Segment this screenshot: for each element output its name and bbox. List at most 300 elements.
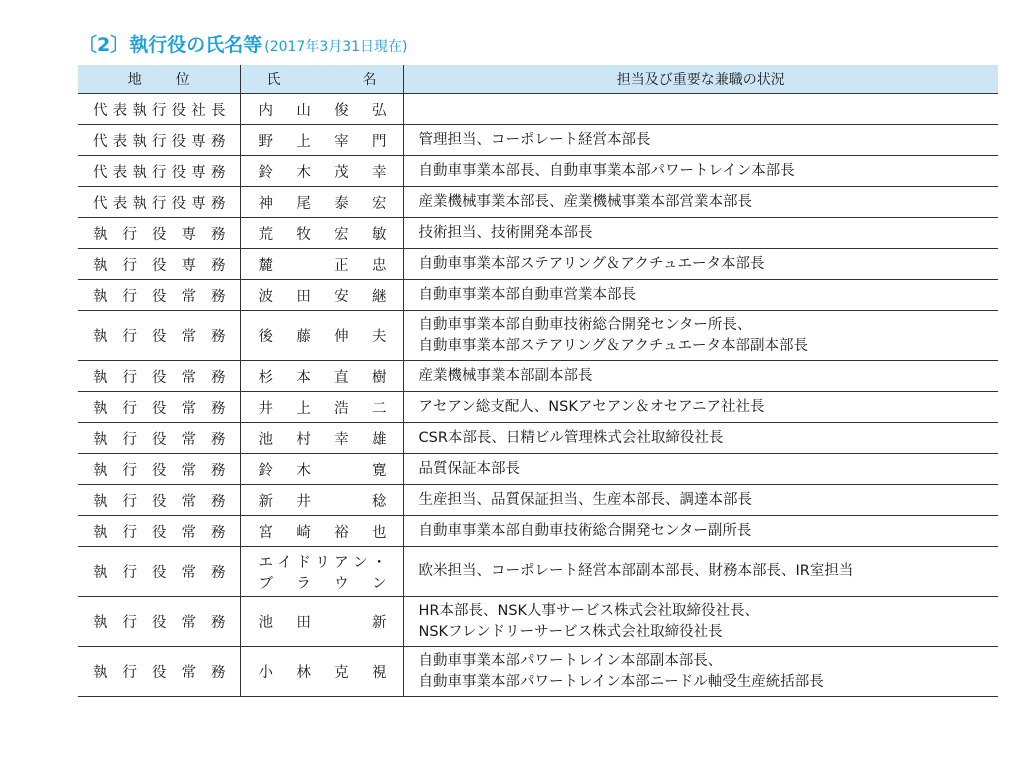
position-cell — [78, 311, 240, 361]
name-char: 伸 — [334, 329, 349, 345]
position-char: 代 — [93, 195, 108, 212]
header-name-text — [267, 69, 377, 89]
name-char: 視 — [371, 665, 387, 681]
duties-line: 品質保証本部長 — [418, 460, 520, 477]
position-cell — [78, 280, 240, 311]
position-cell — [78, 218, 240, 249]
position-char: 表 — [112, 102, 128, 119]
position-text — [93, 161, 226, 182]
table-row — [78, 423, 998, 454]
duties-cell — [403, 392, 998, 423]
name-cell — [240, 597, 403, 647]
position-char: 執 — [93, 288, 108, 305]
position-char: 行 — [122, 329, 137, 345]
position-char: 役 — [171, 195, 187, 212]
position-char: 専 — [191, 195, 206, 212]
name-char: 池 — [258, 431, 273, 448]
name-char: 直 — [334, 369, 349, 386]
duties-line: 技術担当、技術開発本部長 — [418, 224, 593, 241]
table-row — [78, 311, 998, 361]
position-char: 役 — [152, 524, 167, 541]
duties-cell — [403, 485, 998, 516]
position-char: 執 — [93, 565, 108, 581]
position-cell — [78, 547, 240, 597]
name-char: 本 — [296, 369, 311, 386]
name-char: 夫 — [371, 329, 387, 345]
position-char: 常 — [181, 369, 196, 386]
position-cell — [78, 156, 240, 187]
position-char: 常 — [181, 565, 196, 581]
name-cell — [240, 361, 403, 392]
position-text — [93, 192, 226, 213]
position-char: 執 — [93, 257, 108, 274]
position-char: 務 — [211, 329, 226, 345]
position-char: 執 — [132, 164, 147, 181]
name-text — [259, 192, 387, 213]
name-char: 荒 — [258, 226, 273, 243]
position-char: 役 — [152, 615, 167, 631]
name-char: 崎 — [296, 524, 311, 541]
position-text — [93, 397, 226, 418]
duties-cell — [403, 94, 998, 125]
position-char: 行 — [122, 524, 137, 541]
name-char: ブ — [258, 575, 273, 592]
name-char: イ — [277, 554, 292, 571]
name-text — [259, 428, 387, 449]
duties-line: 自動車事業本部自動車技術総合開発センター副所長 — [418, 522, 752, 539]
name-char — [296, 254, 311, 275]
name-char: 稔 — [371, 493, 387, 510]
position-cell — [78, 361, 240, 392]
position-char: 行 — [122, 665, 137, 681]
position-text — [93, 661, 226, 682]
position-text — [93, 254, 226, 275]
name-text — [259, 611, 387, 632]
name-char: ア — [334, 554, 349, 571]
name-char: 鈴 — [258, 462, 273, 479]
name-char: 雄 — [371, 431, 387, 448]
position-char: 行 — [151, 195, 167, 212]
position-char: 行 — [122, 288, 137, 305]
position-char: 行 — [122, 615, 137, 631]
position-char: 表 — [112, 164, 128, 181]
position-char: 常 — [181, 493, 196, 510]
position-char: 務 — [211, 226, 226, 243]
duties-cell — [403, 547, 998, 597]
position-char: 執 — [93, 226, 108, 243]
position-text — [93, 490, 226, 511]
position-char: 行 — [122, 462, 137, 479]
position-char: 役 — [152, 462, 167, 479]
position-cell — [78, 516, 240, 547]
position-text — [93, 561, 226, 582]
name-char: 忠 — [371, 257, 387, 274]
position-text — [93, 99, 226, 120]
name-char: ン — [353, 554, 368, 571]
duties-cell — [403, 280, 998, 311]
name-char: 浩 — [334, 400, 349, 417]
name-char: 宏 — [371, 195, 387, 212]
name-cell — [240, 280, 403, 311]
name-char: 二 — [371, 400, 387, 417]
name-char: 新 — [258, 493, 273, 510]
position-char: 常 — [181, 615, 196, 631]
name-char: 尾 — [296, 195, 311, 212]
name-char: 木 — [296, 164, 311, 181]
header-duties: 担当及び重要な兼職の状況 — [403, 65, 998, 94]
table-row — [78, 280, 998, 311]
name-char: ウ — [334, 575, 349, 592]
name-char: 後 — [258, 329, 273, 345]
position-char: 常 — [181, 400, 196, 417]
position-char: 代 — [93, 164, 108, 181]
position-cell — [78, 485, 240, 516]
position-char: 役 — [152, 431, 167, 448]
table-row — [78, 597, 998, 647]
duties-line: 管理担当、コーポレート経営本部長 — [418, 131, 651, 148]
position-char: 専 — [191, 133, 206, 150]
position-char: 役 — [152, 369, 167, 386]
position-char: 務 — [211, 462, 226, 479]
position-char: 行 — [151, 102, 167, 119]
name-char: リ — [315, 554, 330, 571]
position-char: 常 — [181, 431, 196, 448]
position-char: 執 — [93, 431, 108, 448]
position-char: 務 — [211, 665, 226, 681]
name-char: 俊 — [334, 102, 349, 119]
position-char: 専 — [191, 164, 206, 181]
as-of-date: (2017年3月31日現在) — [264, 39, 408, 55]
name-char: 杉 — [258, 369, 273, 386]
name-char: 鈴 — [258, 164, 273, 181]
name-cell — [240, 647, 403, 697]
name-char: 新 — [371, 615, 387, 631]
duties-line: CSR本部長、日精ビル管理株式会社取締役社長 — [418, 429, 724, 446]
name-text — [259, 459, 387, 480]
position-char: 務 — [210, 164, 226, 181]
name-char: 茂 — [334, 164, 349, 181]
position-cell — [78, 454, 240, 485]
name-char: 敏 — [371, 226, 387, 243]
position-char: 専 — [181, 226, 196, 243]
table-row — [78, 547, 998, 597]
duties-line: 自動車事業本部ステアリング＆アクチュエータ本部副本部長 — [418, 337, 808, 354]
name-char: 弘 — [371, 102, 387, 119]
header-char: 名 — [362, 72, 377, 88]
duties-line: 自動車事業本部パワートレイン本部ニードル軸受生産統括部長 — [418, 673, 824, 690]
section-title: 〔2〕執行役の氏名等 — [78, 34, 263, 56]
position-cell — [78, 94, 240, 125]
table-row — [78, 249, 998, 280]
name-char: 樹 — [371, 369, 387, 386]
table-row — [78, 156, 998, 187]
name-cell — [240, 94, 403, 125]
position-char: 務 — [210, 133, 226, 150]
name-cell — [240, 454, 403, 485]
position-char: 常 — [181, 329, 196, 345]
name-cell — [240, 547, 403, 597]
name-cell — [240, 249, 403, 280]
name-char: 門 — [371, 133, 387, 150]
position-char: 執 — [93, 329, 108, 345]
position-text — [93, 611, 226, 632]
position-char: 役 — [152, 665, 167, 681]
name-char: 也 — [371, 524, 387, 541]
position-text — [93, 285, 226, 306]
name-char: 村 — [296, 431, 311, 448]
position-char: 務 — [211, 369, 226, 386]
position-cell — [78, 249, 240, 280]
position-char: 執 — [93, 615, 108, 631]
duties-cell — [403, 125, 998, 156]
name-line — [259, 551, 387, 572]
position-char: 執 — [132, 133, 147, 150]
table-row — [78, 361, 998, 392]
duties-line: HR本部長、NSK人事サービス株式会社取締役社長、 — [418, 602, 760, 619]
position-char: 役 — [171, 164, 187, 181]
name-cell — [240, 485, 403, 516]
position-char: 代 — [93, 102, 108, 119]
table-row — [78, 647, 998, 697]
name-text — [259, 254, 387, 275]
name-char: エ — [258, 554, 273, 571]
position-char: 行 — [151, 133, 167, 150]
table-row — [78, 218, 998, 249]
name-char: 林 — [296, 665, 311, 681]
position-char: 行 — [151, 164, 167, 181]
name-char: 田 — [296, 615, 311, 631]
name-char: 牧 — [296, 226, 311, 243]
position-text — [93, 325, 226, 346]
duties-cell — [403, 423, 998, 454]
position-cell — [78, 423, 240, 454]
duties-line: 欧米担当、コーポレート経営本部副本部長、財務本部長、IR室担当 — [418, 563, 854, 579]
name-text — [259, 397, 387, 418]
name-char: ド — [296, 554, 311, 571]
name-char: 宏 — [334, 226, 349, 243]
position-char: 代 — [93, 133, 108, 150]
duties-line: 自動車事業本部自動車営業本部長 — [418, 286, 636, 303]
position-char: 務 — [211, 400, 226, 417]
name-char: ・ — [371, 554, 387, 571]
duties-line: 産業機械事業本部長、産業機械事業本部営業本部長 — [418, 193, 752, 210]
duties-cell — [403, 311, 998, 361]
name-char: 上 — [296, 133, 311, 150]
position-text — [93, 459, 226, 480]
name-char: 小 — [258, 665, 273, 681]
position-char: 役 — [152, 226, 167, 243]
position-char: 執 — [93, 493, 108, 510]
duties-line: 自動車事業本部長、自動車事業本部パワートレイン本部長 — [418, 162, 795, 179]
name-char: 井 — [296, 493, 311, 510]
name-char: 上 — [296, 400, 311, 417]
position-char: 役 — [152, 329, 167, 345]
name-cell — [240, 392, 403, 423]
position-char: 務 — [211, 431, 226, 448]
name-char: 井 — [258, 400, 273, 417]
duties-cell — [403, 187, 998, 218]
header-position-text — [128, 69, 190, 89]
table-row — [78, 392, 998, 423]
position-char: 役 — [152, 400, 167, 417]
name-char: 野 — [258, 133, 273, 150]
position-char: 常 — [181, 524, 196, 541]
executive-officers-table — [78, 65, 998, 697]
position-char: 執 — [93, 369, 108, 386]
table-header-row — [78, 65, 998, 94]
name-char: 藤 — [296, 329, 311, 345]
name-text — [259, 661, 387, 682]
position-char: 表 — [112, 195, 128, 212]
name-text — [259, 130, 387, 151]
position-cell — [78, 392, 240, 423]
position-char: 行 — [122, 226, 137, 243]
position-char: 行 — [122, 565, 137, 581]
position-char: 行 — [122, 257, 137, 274]
name-text — [259, 99, 387, 120]
name-char: ラ — [296, 575, 311, 592]
section-heading — [78, 30, 408, 56]
duties-line: 自動車事業本部自動車技術総合開発センター所長、 — [418, 316, 752, 333]
duties-cell — [403, 361, 998, 392]
name-char: 田 — [296, 288, 311, 305]
position-char: 役 — [152, 288, 167, 305]
position-char: 行 — [122, 493, 137, 510]
name-line — [259, 572, 387, 593]
name-cell — [240, 423, 403, 454]
position-char: 社 — [191, 102, 206, 119]
position-text — [93, 521, 226, 542]
name-cell — [240, 218, 403, 249]
position-char: 表 — [112, 133, 128, 150]
name-char: 内 — [258, 102, 273, 119]
position-char: 専 — [181, 257, 196, 274]
header-char: 位 — [175, 72, 190, 88]
position-char: 役 — [152, 565, 167, 581]
name-text — [259, 325, 387, 346]
duties-cell — [403, 597, 998, 647]
duties-cell — [403, 516, 998, 547]
name-cell — [240, 516, 403, 547]
name-char: 裕 — [334, 524, 349, 541]
name-char: 山 — [296, 102, 311, 119]
name-text — [259, 285, 387, 306]
table-row — [78, 94, 998, 125]
name-char: ン — [371, 575, 387, 592]
name-cell — [240, 311, 403, 361]
position-char: 役 — [171, 133, 187, 150]
position-char: 役 — [152, 257, 167, 274]
position-text — [93, 130, 226, 151]
position-char: 長 — [210, 102, 226, 119]
position-text — [93, 428, 226, 449]
name-char: 波 — [258, 288, 273, 305]
name-char: 幸 — [371, 164, 387, 181]
name-char: 池 — [258, 615, 273, 631]
name-char: 麓 — [258, 257, 273, 274]
position-cell — [78, 647, 240, 697]
duties-line: 自動車事業本部パワートレイン本部副本部長、 — [418, 652, 723, 669]
position-char: 行 — [122, 369, 137, 386]
duties-cell — [403, 647, 998, 697]
name-char: 神 — [258, 195, 273, 212]
duties-cell — [403, 454, 998, 485]
position-char: 務 — [211, 524, 226, 541]
header-position — [78, 65, 240, 94]
position-char: 役 — [152, 493, 167, 510]
position-char: 役 — [171, 102, 187, 119]
position-cell — [78, 125, 240, 156]
name-char — [334, 459, 349, 480]
header-char: 地 — [127, 72, 142, 88]
name-char — [334, 611, 349, 632]
position-char: 務 — [211, 493, 226, 510]
duties-line: 生産担当、品質保証担当、生産本部長、調達本部長 — [418, 491, 752, 508]
name-char: 正 — [334, 257, 349, 274]
name-text — [259, 366, 387, 387]
name-cell — [240, 125, 403, 156]
position-char: 執 — [93, 462, 108, 479]
name-char: 木 — [296, 462, 311, 479]
duties-line: 自動車事業本部ステアリング＆アクチュエータ本部長 — [418, 255, 765, 272]
header-name — [240, 65, 403, 94]
table-body — [78, 94, 998, 697]
position-char: 執 — [93, 665, 108, 681]
name-char: 泰 — [334, 195, 349, 212]
position-char: 行 — [122, 431, 137, 448]
duties-line: NSKフレンドリーサービス株式会社取締役社長 — [418, 623, 723, 640]
name-char — [334, 490, 349, 511]
position-cell — [78, 187, 240, 218]
name-char: 寛 — [371, 462, 387, 479]
position-char: 務 — [210, 195, 226, 212]
name-char: 克 — [334, 665, 349, 681]
name-cell — [240, 156, 403, 187]
position-char: 務 — [211, 565, 226, 581]
duties-cell — [403, 218, 998, 249]
position-char: 執 — [132, 102, 147, 119]
position-char: 務 — [211, 288, 226, 305]
position-char: 執 — [93, 524, 108, 541]
name-text — [259, 521, 387, 542]
position-char: 常 — [181, 462, 196, 479]
position-char: 務 — [211, 257, 226, 274]
duties-cell — [403, 249, 998, 280]
name-text — [259, 161, 387, 182]
position-char: 執 — [93, 400, 108, 417]
table-row — [78, 516, 998, 547]
name-char: 継 — [371, 288, 387, 305]
position-char: 務 — [211, 615, 226, 631]
name-cell — [240, 187, 403, 218]
duties-cell — [403, 156, 998, 187]
name-char: 宮 — [258, 524, 273, 541]
position-text — [93, 366, 226, 387]
position-char: 執 — [132, 195, 147, 212]
name-char: 安 — [334, 288, 349, 305]
position-char: 常 — [181, 665, 196, 681]
duties-line: 産業機械事業本部副本部長 — [418, 367, 593, 384]
table-row — [78, 485, 998, 516]
name-char: 幸 — [334, 431, 349, 448]
table-row — [78, 187, 998, 218]
duties-line: アセアン総支配人、NSKアセアン＆オセアニア社社長 — [418, 398, 765, 415]
name-text — [259, 223, 387, 244]
position-char: 行 — [122, 400, 137, 417]
header-char: 氏 — [266, 72, 281, 88]
table-row — [78, 454, 998, 485]
name-text — [259, 490, 387, 511]
